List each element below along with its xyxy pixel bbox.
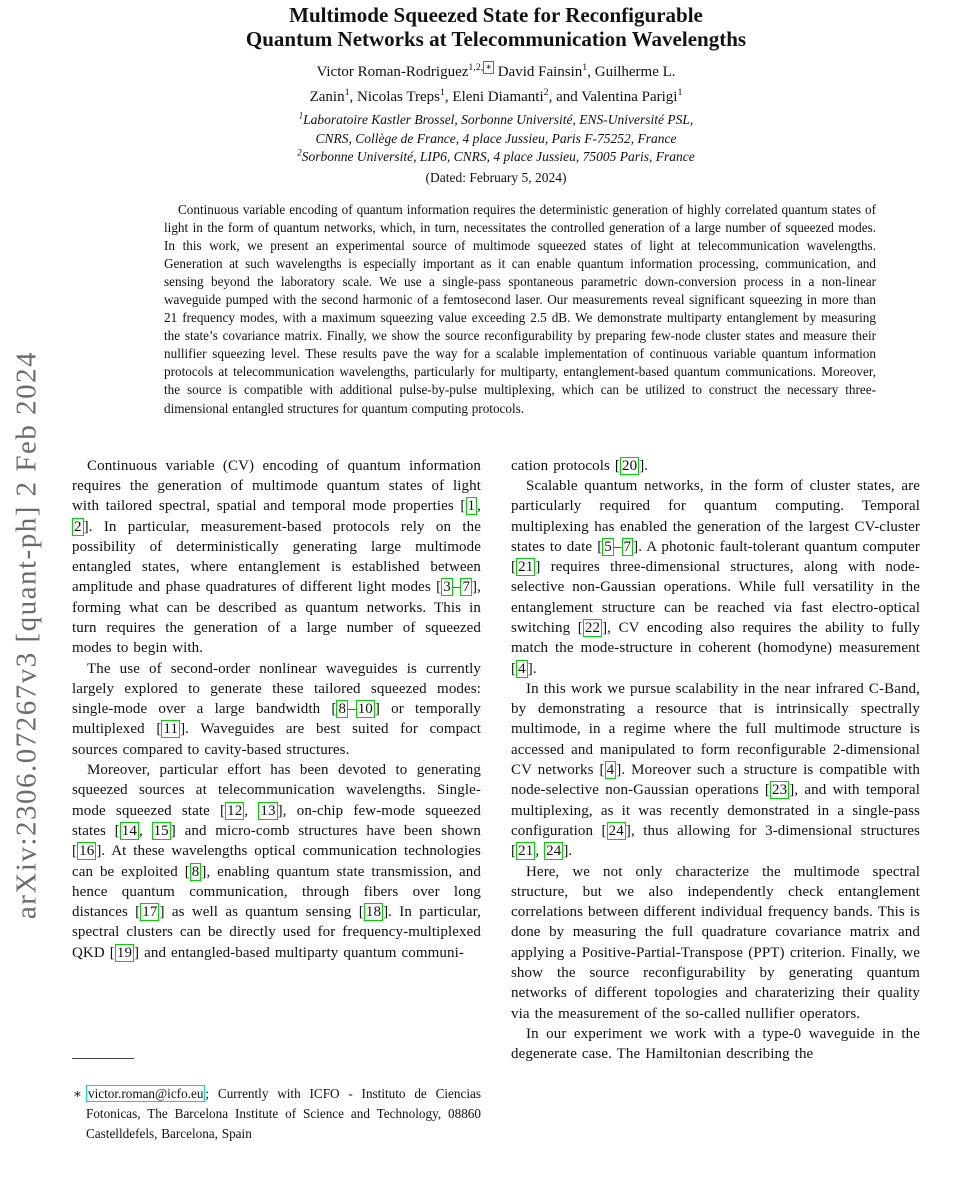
paper-title-line1: Multimode Squeezed State for Reconfigurable (289, 3, 703, 27)
citation-link[interactable]: 13 (260, 802, 276, 819)
citation-link[interactable]: 14 (121, 822, 137, 839)
paper-content (72, 0, 920, 1147)
authors-line2: Zanin$^1$, Nicolas Treps$^1$, Eleni Diamanti$^2$, and Valentina Parigi$^1$ (309, 87, 683, 105)
citation-link[interactable]: 18 (365, 904, 382, 921)
arxiv-stamp: arXiv:2306.07267v3 [quant-ph] 2 Feb 2024 (10, 350, 43, 920)
paragraph: Continuous variable (CV) encoding of quantum information requires the generation of multimode quantum states of light with tailored spectral, spatial and temporal mode properties [ 1 , 2 ]. In particular, measurement-based protocols rely on the possibility of deterministically generating large multimode entangled states, where entanglement is established between amplitude and phase quadratures of different light modes [ 3 – 7 ], forming what can be described as quantum networks. This in turn requires the generation of a large number of squeezed modes to begin with. (72, 457, 481, 657)
superscript: 1 (582, 62, 588, 73)
footnote-rule (72, 1058, 134, 1059)
author-note-link[interactable]: ∗ (485, 62, 492, 73)
superscript: 1,2, (468, 62, 484, 73)
body-columns (72, 456, 920, 1147)
affiliation-line-2: CNRS, Collège de France, 4 place Jussieu, Paris F-75252, France (315, 130, 677, 146)
citation-link[interactable]: 17 (142, 904, 158, 921)
dated-line: (Dated: February 5, 2024) (425, 169, 567, 185)
citation-link[interactable]: 5 (604, 538, 612, 555)
citation-link[interactable]: 22 (584, 620, 601, 636)
affiliation-line-1: $^1$Laboratoire Kastler Brossel, Sorbonne Université, ENS-Université PSL, (298, 110, 694, 127)
affiliation-line-3: $^2$Sorbonne Université, LIP6, CNRS, 4 place Jussieu, 75005 Paris, France (297, 147, 695, 164)
citation-link[interactable]: 2 (74, 518, 82, 535)
paragraph: The use of second-order nonlinear waveguides is currently largely explored to generate these tailored squeezed modes: single-mode over a large bandwidth [ 8 – 10 ] or temporally multiplexed [ 11 ]. Waveguides are best suited for compact sources compared to cavity-based structures. (72, 660, 481, 758)
superscript: 2 (297, 147, 302, 158)
citation-link[interactable]: 7 (462, 579, 471, 596)
citation-link[interactable]: 20 (621, 457, 638, 474)
footnote-text: victor.roman@icfo.eu ; Currently with ICFO - Instituto de Ciencias Fotonicas, The Barcelona Institute of Science and Technology, 08860 Castelldefels, Barcelona, Spain (86, 1085, 481, 1141)
citation-link[interactable]: 8 (191, 863, 200, 880)
citation-link[interactable]: 24 (546, 843, 562, 860)
citation-link[interactable]: 23 (772, 782, 788, 799)
paragraph: Scalable quantum networks, in the form of cluster states, are particularly required for quantum computing. Temporal multiplexing has enabled the generation of the largest CV-cluster states to date [ 5 – 7 ]. A photonic fault-tolerant quantum computer [ 21 ] requires three-dimensional structures, along with node-selective non-Gaussian operations. While full versatility in the entanglement structure can be reached via fast electro-optical switching [ 22 ], CV encoding also requires the ability to fully match the mode-structure in coherent (homodyne) measurement [ 4 ]. (511, 477, 920, 677)
left-column (72, 456, 481, 1147)
email-link[interactable]: victor.roman@icfo.eu (88, 1085, 204, 1101)
citation-link[interactable]: 7 (623, 538, 632, 555)
paragraph: In our experiment we work with a type-0 waveguide in the degenerate case. The Hamiltonian describing the (511, 1025, 920, 1063)
author-list (72, 60, 920, 110)
citation-link[interactable]: 19 (116, 944, 133, 961)
citation-link[interactable]: 3 (443, 579, 451, 596)
paragraph: In this work we pursue scalability in the near infrared C-Band, by demonstrating a resource that is intrinsically spectrally multimode, in a regime where the full multimode structure is accessed and manipulated to form reconfigurable 2-dimensional CV networks [ 4 ]. Moreover such a structure is compatible with node-selective non-Gaussian operations [ 23 ], and with temporal multiplexing, as it was recently demonstrated in a single-pass configuration [ 24 ], thus allowing for 3-dimensional structures [ 21 , 24 ]. (511, 680, 920, 860)
superscript: 2 (543, 87, 549, 98)
superscript: 1 (439, 87, 445, 98)
authors-line1: Victor Roman-Rodriguez$^{1,2,}$ ∗ David Fainsin$^1$, Guilherme L. (316, 62, 676, 80)
abstract: Continuous variable encoding of quantum information requires the deterministic generation of highly correlated quantum states of light in the form of quantum networks, which, in turn, necessitates the controlled generation of a large number of squeezed modes. In this work, we present an experimental source of multimode squeezed states of light at telecommunication wavelengths. Generation at such wavelengths is especially important as it can enable quantum information processing, communication, and sensing beyond the laboratory scale. We use a single-pass spontaneous parametric down-conversion process in a non-linear waveguide pumped with the second harmonic of a femtosecond laser. Our measurements reveal significant squeezing in more than 21 frequency modes, with a maximum squeezing value exceeding 2.5 dB. We demonstrate multiparty entanglement by measuring the state’s covariance matrix. Finally, we show the source reconfigurability by preparing few-node cluster states and measure their nullifier squeezing level. These results pave the way for a scalable implementation of continuous variable quantum information protocols at telecommunication wavelengths, particularly for multiparty, entanglement-based quantum communications. Moreover, the source is compatible with additional pulse-by-pulse multiplexing, which can be utilized to construct the necessary three-dimensional entangled structures for quantum computing protocols. (164, 201, 876, 416)
citation-link[interactable]: 21 (518, 843, 534, 860)
citation-link[interactable]: 12 (227, 802, 243, 819)
citation-link[interactable]: 10 (357, 701, 373, 718)
paper-title-line2: Quantum Networks at Telecommunication Wavelengths (245, 27, 747, 51)
footnote-marker: ∗ (73, 1085, 82, 1101)
citation-link[interactable]: 4 (518, 660, 526, 677)
paragraph: Moreover, particular effort has been devoted to generating squeezed sources at telecommunication wavelengths. Single-mode squeezed state [ 12 , 13 ], on-chip few-mode squeezed states [ 14 , 15 ] and micro-comb structures have been shown [ 16 ]. At these wavelengths optical communication technologies can be exploited [ 8 ], enabling quantum state transmission, and hence quantum communication, through fibers over long distances [ 17 ] as well as quantum sensing [ 18 ]. In particular, spectral clusters can be directly used for frequency-multiplexed QKD [ 19 ] and entangled-based multiparty quantum communi- (72, 762, 481, 961)
right-column (511, 456, 920, 1147)
paragraph: Here, we not only characterize the multimode spectral structure, but we also independently check entanglement correlations between different individual frequency bands. This is done by measuring the full quadrature covariance matrix and applying a Positive-Partial-Transpose (PPT) criterion. Finally, we show the source reconfigurability by generating quantum networks of different topologies and charaterizing their quality via the measurement of the so-called nullifier operators. (511, 863, 920, 1022)
footnote-block (72, 1058, 481, 1144)
superscript: 1 (677, 87, 683, 98)
affiliations (72, 111, 920, 167)
citation-link[interactable]: 16 (79, 843, 95, 860)
citation-link[interactable]: 1 (467, 498, 476, 515)
citation-link[interactable]: 11 (163, 721, 179, 738)
footnote (72, 1084, 481, 1144)
paragraph-continuation: cation protocols [ 20 ]. (511, 457, 649, 474)
superscript: 1 (298, 110, 304, 121)
citation-link[interactable]: 4 (606, 762, 615, 779)
superscript: 1 (344, 87, 350, 98)
paper-title (72, 3, 920, 51)
citation-link[interactable]: 15 (153, 822, 169, 839)
citation-link[interactable]: 21 (518, 559, 534, 576)
citation-link[interactable]: 8 (338, 701, 347, 718)
citation-link[interactable]: 24 (608, 822, 624, 839)
